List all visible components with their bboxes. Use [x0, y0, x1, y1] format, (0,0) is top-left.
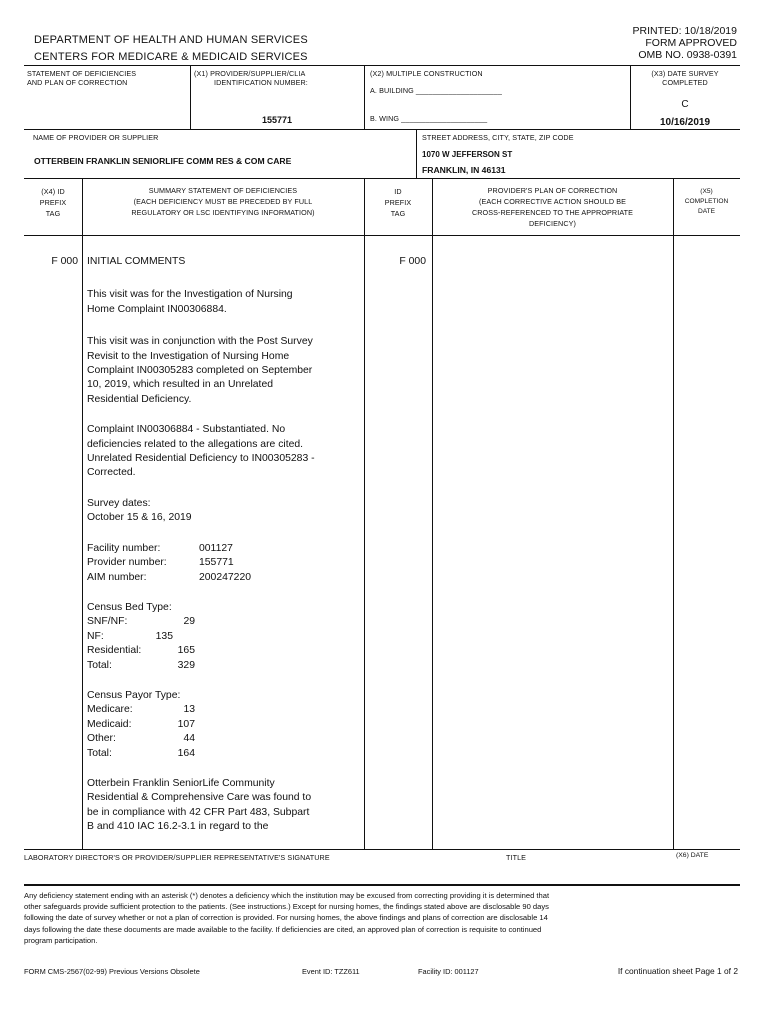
x5-header: (X5) COMPLETION DATE	[684, 188, 729, 215]
street-address: 1070 W JEFFERSON ST	[422, 150, 513, 159]
city-state-zip: FRANKLIN, IN 46131	[422, 165, 506, 175]
wing-field: B. WING _____________________	[370, 114, 488, 123]
x4-header: (X4) ID PREFIX TAG	[39, 187, 67, 218]
paragraph-2: This visit was in conjunction with the Post Survey Revisit to the Investigation of Nursing Home Complaint IN00305283 completed on September 10, 2019, which resulted in an Unrelated Residential Deficiency.	[87, 336, 313, 405]
omb-number: OMB NO. 0938-0391	[638, 49, 737, 61]
census-row: Total: 164	[87, 747, 195, 759]
signature-label: LABORATORY DIRECTOR'S OR PROVIDER/SUPPLIER REPRESENTATIVE'S SIGNATURE	[24, 853, 330, 862]
summary-header: SUMMARY STATEMENT OF DEFICIENCIES (EACH DEFICIENCY MUST BE PRECEDED BY FULL REGULATORY OR LSC IDENTIFYING INFORMATION)	[131, 186, 315, 217]
survey-code: C	[681, 99, 689, 110]
facility-row: AIM number: 200247220	[87, 571, 252, 583]
agency-name	[34, 33, 308, 64]
id-header: ID PREFIX TAG	[384, 187, 412, 218]
form-approved: FORM APPROVED	[645, 37, 737, 49]
facility-id: Facility ID: 001127	[418, 967, 479, 976]
census-row: Total: 329	[87, 659, 195, 671]
entry-title: INITIAL COMMENTS	[87, 256, 186, 267]
paragraph-1: This visit was for the Investigation of Nursing Home Complaint IN00306884.	[87, 289, 293, 315]
survey-date: 10/16/2019	[659, 117, 711, 128]
census-row: Medicare: 13	[87, 704, 195, 716]
census-row: NF: 135	[87, 630, 173, 642]
disclosure-note: Any deficiency statement ending with an asterisk (*) denotes a deficiency which the institution may be excused from correcting providing it is determined that other safeguards provide sufficient protection to the patients. (See instructions.) Except for nursing homes, the findings stated above are disclosable 90 days following the date of survey whether or not a plan of correction is provided. For nursing homes, the above findings and plans of correction are disclosable 14 days following the date these documents are made available to the facility. If deficiencies are cited, an approved plan of correction is requisite to continued program participation.	[24, 891, 550, 945]
census-row: Other: 44	[87, 733, 195, 745]
agency-line-1: DEPARTMENT OF HEALTH AND HUMAN SERVICES	[34, 34, 308, 46]
provider-number: 155771	[261, 115, 293, 125]
census-bed-type: Census Bed Type: SNF/NF: 29 NF: 135 Residential: 165 Total: 329	[87, 601, 359, 673]
facility-row: Provider number: 155771	[87, 557, 234, 569]
deficiency-text	[87, 255, 359, 835]
census-row: Residential: 165	[87, 645, 195, 657]
event-id: Event ID: TZZ611	[302, 967, 360, 976]
x2-label: (X2) MULTIPLE CONSTRUCTION	[370, 69, 483, 78]
x1-label: (X1) PROVIDER/SUPPLIER/CLIA IDENTIFICATION NUMBER:	[194, 69, 308, 87]
facility-identifiers	[87, 542, 359, 585]
census-row: Medicaid: 107	[87, 718, 195, 730]
form-approval-block	[633, 25, 737, 61]
tag-right: F 000	[399, 256, 426, 267]
continuation-page: If continuation sheet Page 1 of 2	[617, 966, 738, 976]
statement-label: STATEMENT OF DEFICIENCIES AND PLAN OF CORRECTION	[27, 69, 137, 87]
date-label: (X6) DATE	[676, 852, 709, 859]
paragraph-3: Complaint IN00306884 - Substantiated. No deficiencies related to the allegations are cited. Unrelated Residential Deficiency to IN00305283 - Corrected.	[87, 424, 315, 479]
census-row: SNF/NF: 29	[87, 616, 195, 628]
paragraph-5: Otterbein Franklin SeniorLife Community Residential & Comprehensive Care was found to be in compliance with 42 CFR Part 483, Subpart B and 410 IAC 16.2-3.1 in regard to the	[87, 777, 312, 833]
title-label: TITLE	[506, 853, 527, 862]
tag-left: F 000	[51, 256, 78, 267]
provider-name-label: NAME OF PROVIDER OR SUPPLIER	[33, 133, 159, 142]
form-id: FORM CMS-2567(02-99) Previous Versions Obsolete	[24, 967, 200, 976]
facility-row: Facility number: 001127	[87, 542, 233, 554]
x3-label: (X3) DATE SURVEY COMPLETED	[651, 69, 719, 87]
census-payor-type: Census Payor Type: Medicare: 13 Medicaid: 107 Other: 44 Total: 164	[87, 689, 359, 761]
provider-name: OTTERBEIN FRANKLIN SENIORLIFE COMM RES & COM CARE	[34, 156, 292, 166]
survey-dates: Survey dates: October 15 & 16, 2019	[87, 497, 192, 524]
printed-date: PRINTED: 10/18/2019	[632, 25, 737, 37]
agency-line-2: CENTERS FOR MEDICARE & MEDICAID SERVICES	[34, 51, 308, 63]
plan-header: PROVIDER'S PLAN OF CORRECTION (EACH CORRECTIVE ACTION SHOULD BE CROSS-REFERENCED TO THE APPROPRIATE DEFICIENCY)	[471, 186, 634, 228]
building-field: A. BUILDING _____________________	[370, 86, 502, 95]
address-label: STREET ADDRESS, CITY, STATE, ZIP CODE	[422, 133, 574, 142]
